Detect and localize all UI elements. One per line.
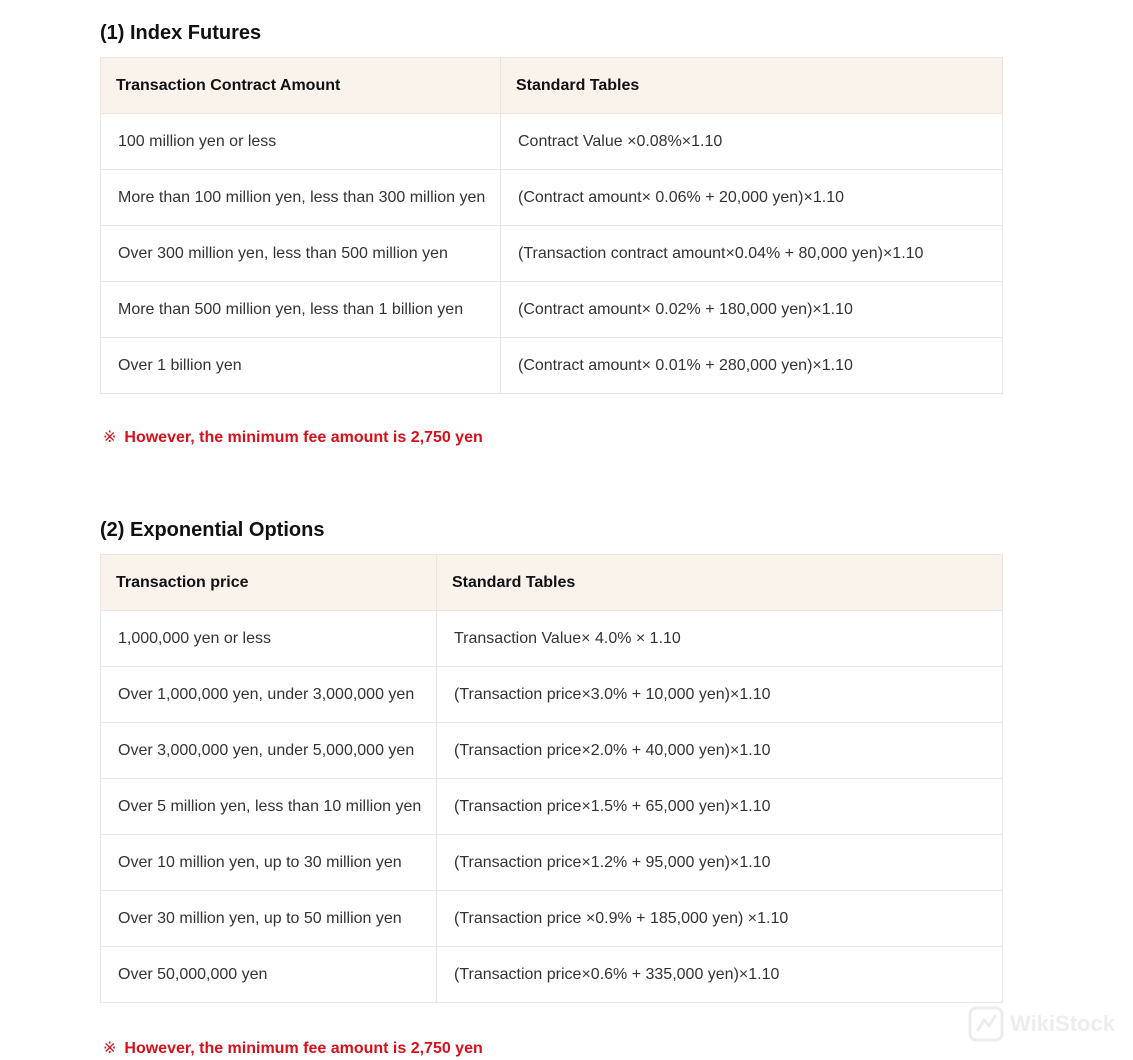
- table-row: [101, 226, 1003, 282]
- price-cell: Over 30 million yen, up to 50 million yen: [101, 891, 437, 947]
- fee-formula-cell: (Transaction price×3.0% + 10,000 yen)×1.10: [437, 667, 1003, 723]
- fee-formula-cell: (Contract amount× 0.01% + 280,000 yen)×1.10: [501, 338, 1003, 394]
- minimum-fee-note-text: However, the minimum fee amount is 2,750 yen: [124, 429, 483, 446]
- amount-cell: Over 1 billion yen: [101, 338, 501, 394]
- section-title-index-futures: (1) Index Futures: [100, 22, 262, 44]
- price-cell: Over 3,000,000 yen, under 5,000,000 yen: [101, 723, 437, 779]
- table-row: [101, 891, 1003, 947]
- table-row: [101, 170, 1003, 226]
- fee-formula-cell: (Transaction price×1.2% + 95,000 yen)×1.10: [437, 835, 1003, 891]
- table-row: [101, 723, 1003, 779]
- column-header-transaction-price: Transaction price: [101, 555, 437, 611]
- index-futures-fee-table: [100, 57, 1003, 394]
- table-row: [101, 779, 1003, 835]
- reference-mark-icon: ※: [103, 1040, 117, 1057]
- reference-mark-icon: ※: [103, 429, 117, 446]
- fee-formula-cell: Contract Value ×0.08%×1.10: [501, 114, 1003, 170]
- fee-formula-cell: (Transaction price×2.0% + 40,000 yen)×1.10: [437, 723, 1003, 779]
- fee-formula-cell: Transaction Value× 4.0% × 1.10: [437, 611, 1003, 667]
- watermark-text: WikiStock: [1010, 1011, 1115, 1036]
- table-row: [101, 338, 1003, 394]
- column-header-standard-tables: Standard Tables: [501, 58, 1003, 114]
- amount-cell: More than 500 million yen, less than 1 billion yen: [101, 282, 501, 338]
- table-header-row: [101, 58, 1003, 114]
- price-cell: Over 5 million yen, less than 10 million yen: [101, 779, 437, 835]
- price-cell: 1,000,000 yen or less: [101, 611, 437, 667]
- table-row: [101, 835, 1003, 891]
- minimum-fee-note: [103, 1041, 483, 1057]
- table-row: [101, 667, 1003, 723]
- table-row: [101, 611, 1003, 667]
- fee-formula-cell: (Transaction price×0.6% + 335,000 yen)×1.10: [437, 947, 1003, 1003]
- wikistock-watermark: [968, 1006, 1115, 1042]
- wikistock-logo-icon: [968, 1006, 1004, 1042]
- column-header-contract-amount: Transaction Contract Amount: [101, 58, 501, 114]
- amount-cell: 100 million yen or less: [101, 114, 501, 170]
- price-cell: Over 1,000,000 yen, under 3,000,000 yen: [101, 667, 437, 723]
- table-row: [101, 947, 1003, 1003]
- table-header-row: [101, 555, 1003, 611]
- amount-cell: More than 100 million yen, less than 300 million yen: [101, 170, 501, 226]
- column-header-standard-tables: Standard Tables: [437, 555, 1003, 611]
- minimum-fee-note-text: However, the minimum fee amount is 2,750 yen: [124, 1040, 483, 1057]
- section-title-exponential-options: (2) Exponential Options: [100, 519, 325, 541]
- exponential-options-fee-table: [100, 554, 1003, 1003]
- fee-formula-cell: (Contract amount× 0.06% + 20,000 yen)×1.10: [501, 170, 1003, 226]
- minimum-fee-note: [103, 430, 483, 446]
- fee-formula-cell: (Transaction contract amount×0.04% + 80,000 yen)×1.10: [501, 226, 1003, 282]
- price-cell: Over 50,000,000 yen: [101, 947, 437, 1003]
- fee-formula-cell: (Transaction price ×0.9% + 185,000 yen) ×1.10: [437, 891, 1003, 947]
- fee-formula-cell: (Transaction price×1.5% + 65,000 yen)×1.10: [437, 779, 1003, 835]
- fee-formula-cell: (Contract amount× 0.02% + 180,000 yen)×1.10: [501, 282, 1003, 338]
- table-row: [101, 114, 1003, 170]
- amount-cell: Over 300 million yen, less than 500 million yen: [101, 226, 501, 282]
- table-row: [101, 282, 1003, 338]
- price-cell: Over 10 million yen, up to 30 million yen: [101, 835, 437, 891]
